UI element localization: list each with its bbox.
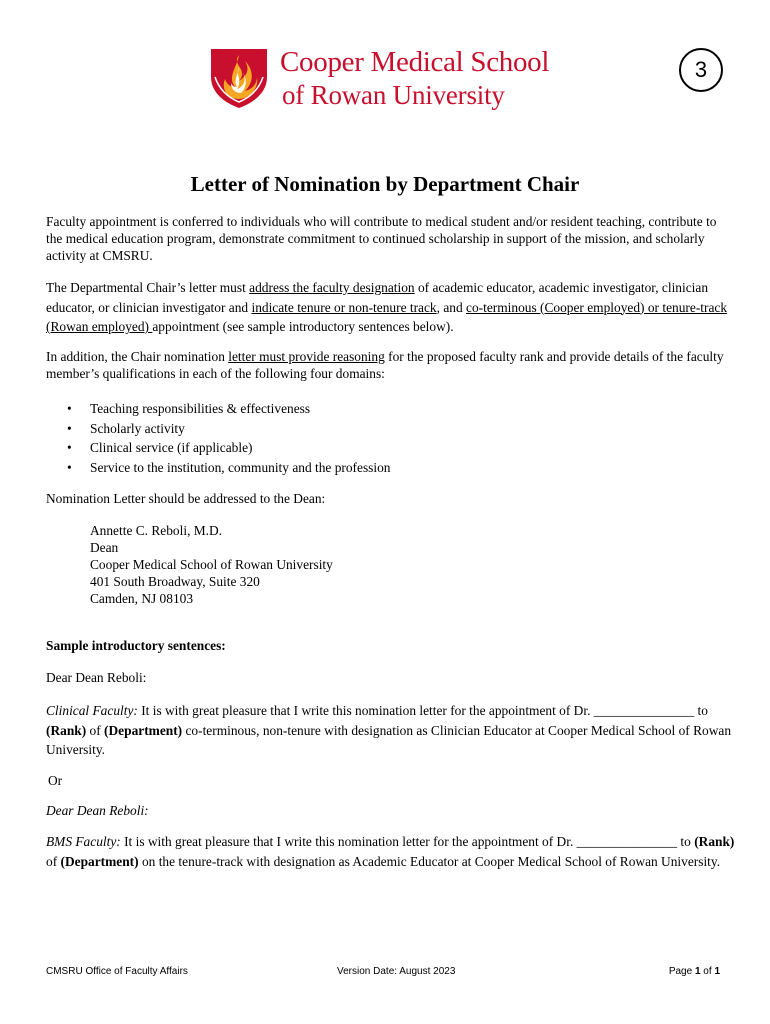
dean-city: Camden, NJ 08103 <box>90 591 194 606</box>
clinical-text-2: of <box>86 722 105 738</box>
chair-letter-text-1: The Departmental Chair’s letter must <box>46 280 250 295</box>
chair-letter-paragraph <box>46 278 736 337</box>
dean-name: Annette C. Reboli, M.D. <box>90 523 223 538</box>
footer-office: CMSRU Office of Faculty Affairs <box>46 966 188 977</box>
document-title: Letter of Nomination by Department Chair <box>190 172 580 196</box>
footer-page-of: of <box>700 966 715 977</box>
bms-text-2: of <box>46 853 61 869</box>
reasoning-underline: letter must provide reasoning <box>228 349 385 364</box>
reasoning-text-2: for the proposed faculty rank and provide details of the faculty member’s qualifications in each of the following four domains: <box>46 349 724 381</box>
bms-faculty-label: BMS Faculty: <box>46 834 121 849</box>
or-separator: Or <box>48 773 63 788</box>
clinical-faculty-label: Clinical Faculty: <box>46 703 138 718</box>
dean-institution: Cooper Medical School of Rowan University <box>90 557 333 572</box>
bms-rank: (Rank) <box>694 834 735 849</box>
clinical-rank: (Rank) <box>46 722 87 738</box>
chair-letter-text-2: of academic educator, academic investigator, clinician educator, or clinician investigator and <box>46 280 709 315</box>
page-number-badge: 3 <box>679 48 723 92</box>
list-item: • Teaching responsibilities & effectiveness <box>46 399 391 419</box>
clinical-department: (Department) <box>104 722 183 738</box>
chair-letter-underline-2: indicate tenure or non-tenure track <box>251 299 437 315</box>
brand-name-line1: Cooper Medical School <box>280 46 550 78</box>
salutation-2: Dear Dean Reboli: <box>46 803 149 818</box>
chair-letter-underline-1: address the faculty designation <box>249 280 415 295</box>
bms-faculty-sample <box>46 832 736 871</box>
chair-letter-underline-3: co-terminous (Cooper employed) or tenure-track (Rowan employed) <box>46 299 728 334</box>
footer-page-current: 1 <box>694 966 701 977</box>
list-item: • Service to the institution, community and the profession <box>46 458 391 478</box>
chair-letter-text-3: , and <box>436 299 467 315</box>
list-item: • Clinical service (if applicable) <box>46 438 391 458</box>
clinical-text-1: It is with great pleasure that I write this nomination letter for the appointment of Dr. _______________ to <box>137 703 708 718</box>
footer-page-total: 1 <box>714 966 720 977</box>
footer-page-number <box>669 966 720 977</box>
dean-street: 401 South Broadway, Suite 320 <box>90 574 260 589</box>
addressed-to-line: Nomination Letter should be addressed to the Dean: <box>46 491 326 506</box>
sample-heading: Sample introductory sentences: <box>46 638 226 653</box>
salutation-1: Dear Dean Reboli: <box>46 670 147 685</box>
chair-letter-text-4: appointment (see sample introductory sentences below). <box>152 319 454 334</box>
intro-paragraph: Faculty appointment is conferred to individuals who will contribute to medical student and/or resident teaching, contribute to the medical education program, demonstrate commitment to continued scholarship in support of the mission, and scholarly activity at CMSRU. <box>46 214 717 263</box>
list-item: • Scholarly activity <box>46 419 391 439</box>
brand-name-line2: of Rowan University <box>282 80 505 110</box>
clinical-text-3: co-terminous, non-tenure with designation as Clinician Educator at Cooper Medical School of Rowan University. <box>46 722 732 757</box>
domains-list <box>46 399 391 478</box>
bms-text-3: on the tenure-track with designation as Academic Educator at Cooper Medical School of Rowan University. <box>138 853 721 869</box>
cmsru-shield-logo-icon <box>209 47 269 109</box>
bms-text-1: It is with great pleasure that I write this nomination letter for the appointment of Dr. _______________ to <box>120 834 695 849</box>
bms-department: (Department) <box>60 853 139 869</box>
clinical-faculty-sample <box>46 701 736 760</box>
reasoning-paragraph <box>46 348 736 382</box>
dean-address-block <box>90 522 333 607</box>
reasoning-text-1: In addition, the Chair nomination <box>46 349 229 364</box>
footer-version-date: Version Date: August 2023 <box>337 966 456 977</box>
dean-title: Dean <box>90 540 119 555</box>
footer-page-prefix: Page <box>668 966 695 977</box>
